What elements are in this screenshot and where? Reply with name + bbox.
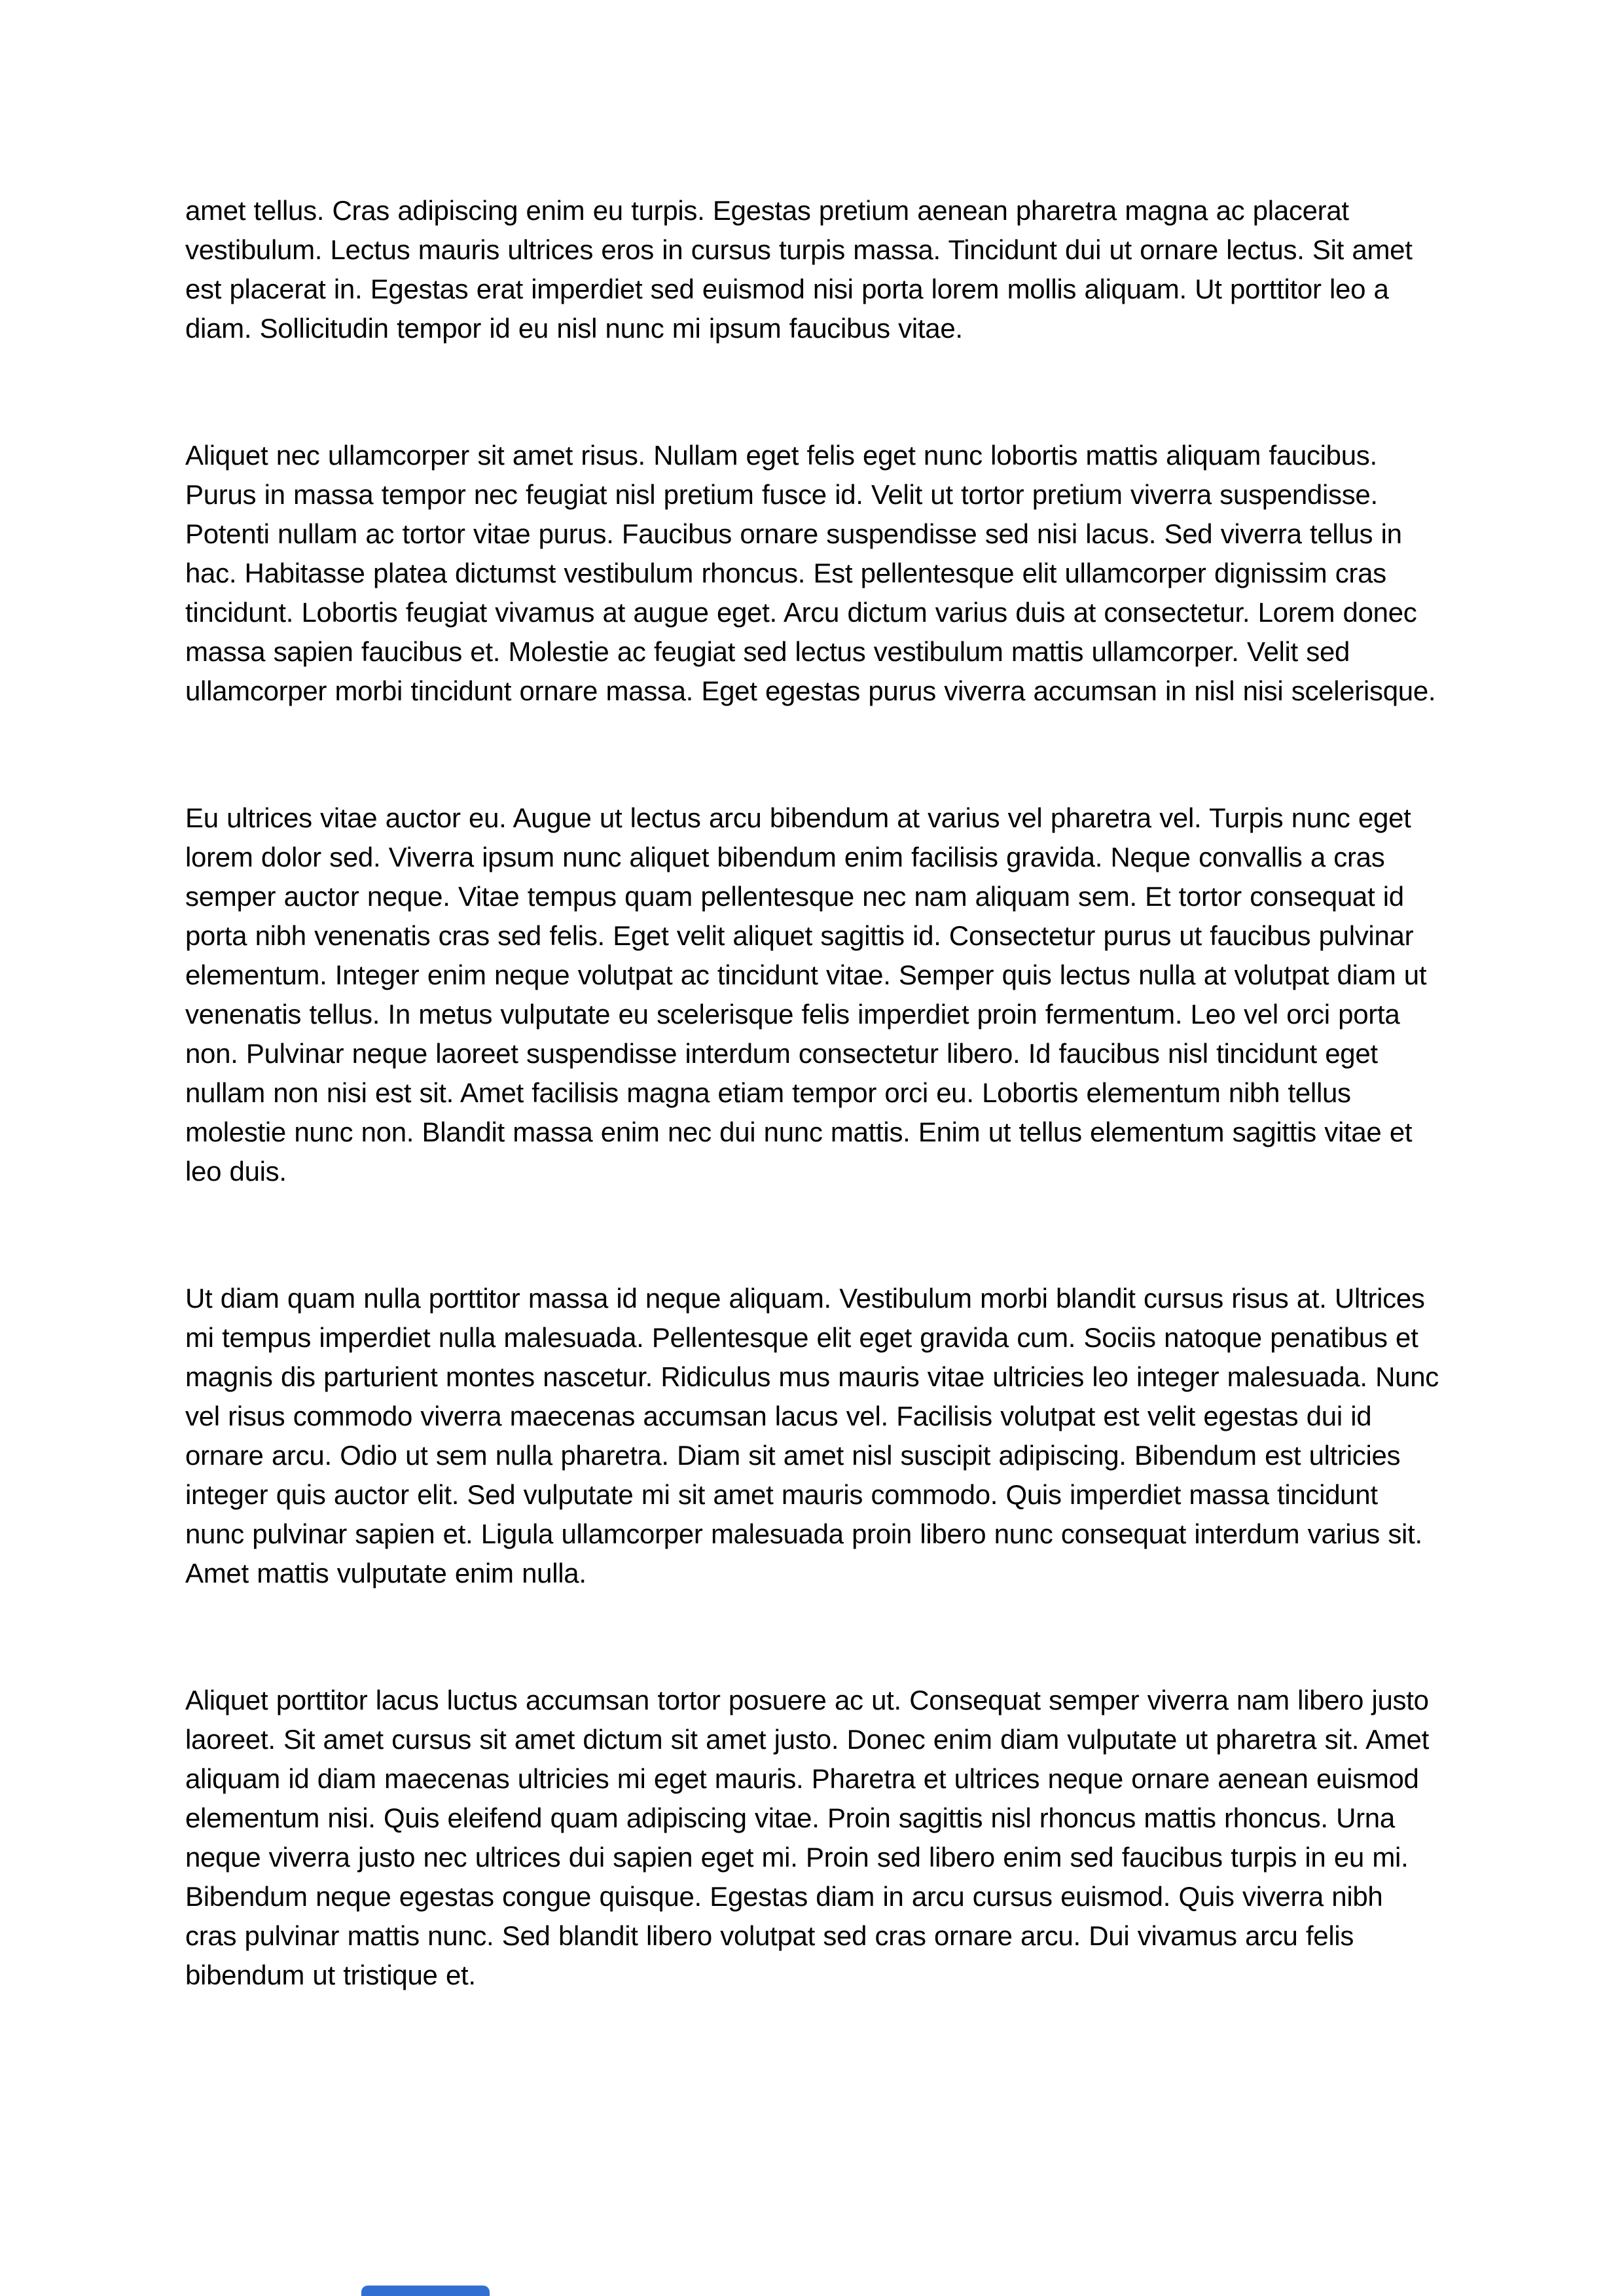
- text-body: [185, 191, 1440, 2083]
- bottom-edge-blue-marker: [361, 2286, 490, 2296]
- paragraph: Eu ultrices vitae auctor eu. Augue ut lectus arcu bibendum at varius vel pharetra vel. Turpis nunc eget lorem dolor sed. Viverra ipsum nunc aliquet bibendum enim facilisis gravida. Neque convallis a cras semper auctor neque. Vitae tempus quam pellentesque nec nam aliquam sem. Et tortor consequat id porta nibh venenatis cras sed felis. Eget velit aliquet sagittis id. Consectetur purus ut faucibus pulvinar elementum. Integer enim neque volutpat ac tincidunt vitae. Semper quis lectus nulla at volutpat diam ut venenatis tellus. In metus vulputate eu scelerisque felis imperdiet proin fermentum. Leo vel orci porta non. Pulvinar neque laoreet suspendisse interdum consectetur libero. Id faucibus nisl tincidunt eget nullam non nisi est sit. Amet facilisis magna etiam tempor orci eu. Lobortis elementum nibh tellus molestie nunc non. Blandit massa enim nec dui nunc mattis. Enim ut tellus elementum sagittis vitae et leo duis.: [185, 802, 1427, 1187]
- paragraph: Aliquet porttitor lacus luctus accumsan tortor posuere ac ut. Consequat semper viverra nam libero justo laoreet. Sit amet cursus sit amet dictum sit amet justo. Donec enim diam vulputate ut pharetra sit. Amet aliquam id diam maecenas ultricies mi eget mauris. Pharetra et ultrices neque ornare aenean euismod elementum nisi. Quis eleifend quam adipiscing vitae. Proin sagittis nisl rhoncus mattis rhoncus. Urna neque viverra justo nec ultrices dui sapien eget mi. Proin sed libero enim sed faucibus turpis in eu mi. Bibendum neque egestas congue quisque. Egestas diam in arcu cursus euismod. Quis viverra nibh cras pulvinar mattis nunc. Sed blandit libero volutpat sed cras ornare arcu. Dui vivamus arcu felis bibendum ut tristique et.: [185, 1685, 1429, 1990]
- paragraph: Ut diam quam nulla porttitor massa id neque aliquam. Vestibulum morbi blandit cursus risus at. Ultrices mi tempus imperdiet nulla malesuada. Pellentesque elit eget gravida cum. Sociis natoque penatibus et magnis dis parturient montes nascetur. Ridiculus mus mauris vitae ultricies leo integer malesuada. Nunc vel risus commodo viverra maecenas accumsan lacus vel. Facilisis volutpat est velit egestas dui id ornare arcu. Odio ut sem nulla pharetra. Diam sit amet nisl suscipit adipiscing. Bibendum est ultricies integer quis auctor elit. Sed vulputate mi sit amet mauris commodo. Quis imperdiet massa tincidunt nunc pulvinar sapien et. Ligula ullamcorper malesuada proin libero nunc consequat interdum varius sit. Amet mattis vulputate enim nulla.: [185, 1283, 1439, 1588]
- paragraph: amet tellus. Cras adipiscing enim eu turpis. Egestas pretium aenean pharetra magna ac placerat vestibulum. Lectus mauris ultrices eros in cursus turpis massa. Tincidunt dui ut ornare lectus. Sit amet est placerat in. Egestas erat imperdiet sed euismod nisi porta lorem mollis aliquam. Ut porttitor leo a diam. Sollicitudin tempor id eu nisl nunc mi ipsum faucibus vitae.: [185, 195, 1413, 344]
- paragraph: Aliquet nec ullamcorper sit amet risus. Nullam eget felis eget nunc lobortis mattis aliquam faucibus. Purus in massa tempor nec feugiat nisl pretium fusce id. Velit ut tortor pretium viverra suspendisse. Potenti nullam ac tortor vitae purus. Faucibus ornare suspendisse sed nisi lacus. Sed viverra tellus in hac. Habitasse platea dictumst vestibulum rhoncus. Est pellentesque elit ullamcorper dignissim cras tincidunt. Lobortis feugiat vivamus at augue eget. Arcu dictum varius duis at consectetur. Lorem donec massa sapien faucibus et. Molestie ac feugiat sed lectus vestibulum mattis ullamcorper. Velit sed ullamcorper morbi tincidunt ornare massa. Eget egestas purus viverra accumsan in nisl nisi scelerisque.: [185, 440, 1436, 706]
